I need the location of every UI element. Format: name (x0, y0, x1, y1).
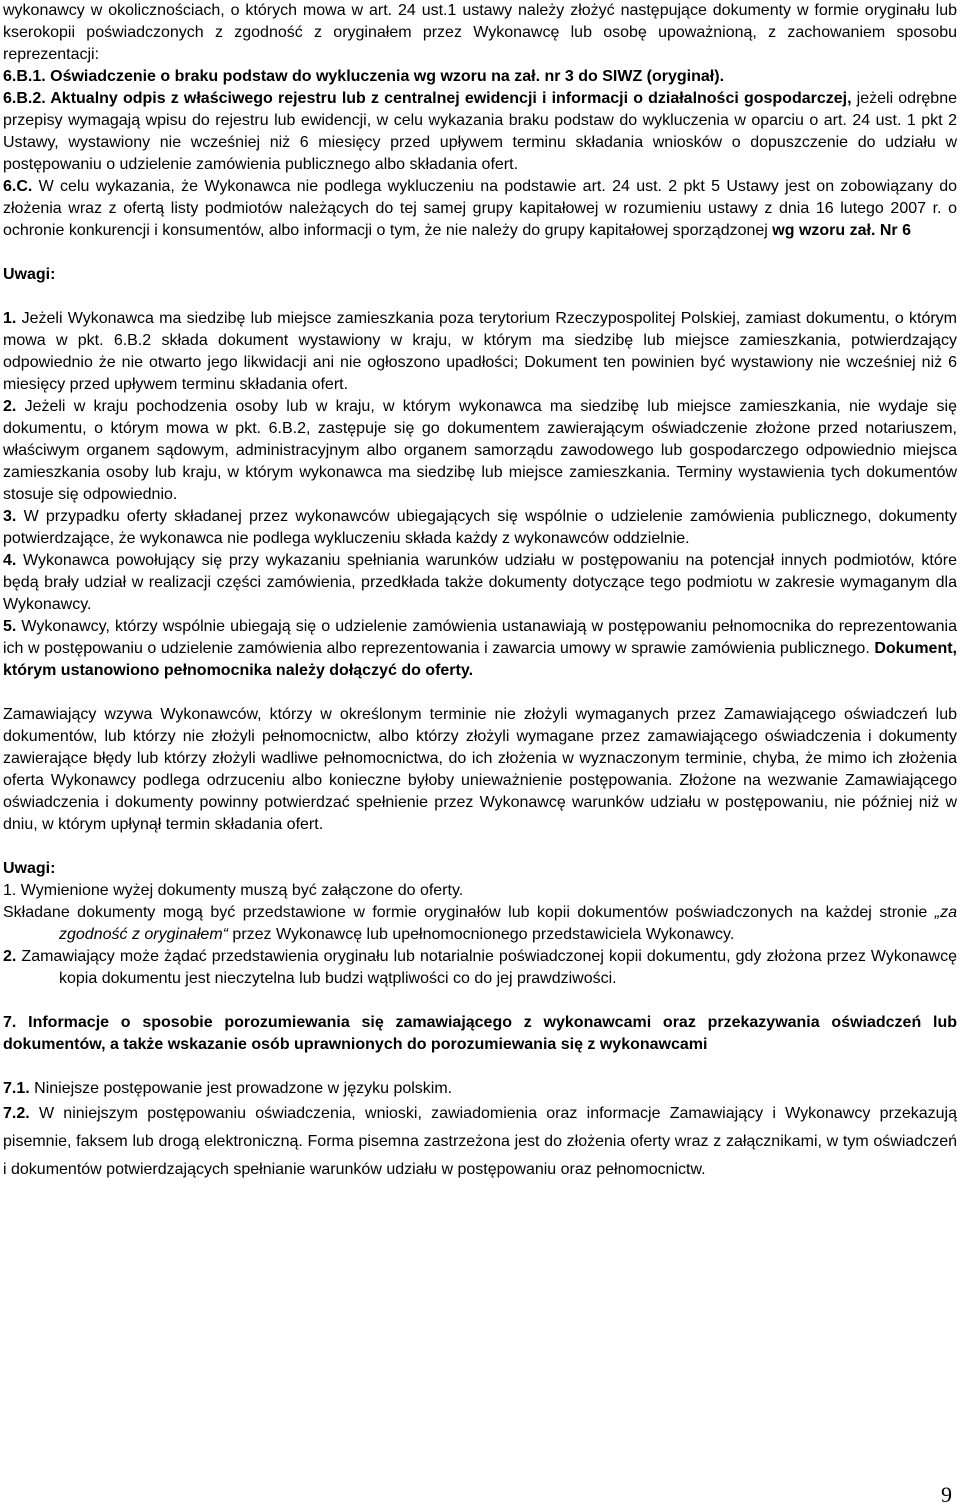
item-7-1-text: Niniejsze postępowanie jest prowadzone w języku polskim. (29, 1080, 453, 1097)
uwagi1-item-1-text: Jeżeli Wykonawca ma siedzibę lub miejsce zamieszkania poza terytorium Rzeczypospolitej Polskiej, zamiast dokumentu, o którym mowa w pkt. 6.B.2 składa dokument wystawiony w kraju, w którym ma siedzibę lub miejsce zamieszkania, potwierdzający odpowiednio że nie otwarto jego likwidacji ani nie ogłoszono upadłości; Dokument ten powinien być wystawiony nie wcześniej niż 6 miesięcy przed upływem terminu składania ofert. (3, 310, 957, 393)
uwagi1-item-2-text: Jeżeli w kraju pochodzenia osoby lub w kraju, w którym wykonawca ma siedzibę lub miejsce zamieszkania, nie wydaje się dokumentu, o którym mowa w pkt. 6.B.2, zastępuje się go dokumentem zawierającym oświadczenie złożone przed notariuszem, właściwym organem sądowym, administracyjnym albo organem samorządu zawodowego lub gospodarczego odpowiednio miejsca zamieszkania osoby lub kraju, w którym wykonawca ma siedzibę lub miejsce zamieszkania. Terminy wystawienia tych dokumentów stosuje się odpowiednio. (3, 398, 957, 503)
uwagi1-item-3-text: W przypadku oferty składanej przez wykonawców ubiegających się wspólnie o udzielenie zamówienia publicznego, dokumenty potwierdzające, że wykonawca nie podlega wykluczeniu składa każdy z wykonawców oddzielnie. (3, 508, 957, 547)
item-6b2-title: 6.B.2. Aktualny odpis z właściwego rejestru lub z centralnej ewidencji i informacji o działalności gospodarczej, (3, 90, 852, 107)
item-7-1-num: 7.1. (3, 1080, 30, 1097)
item-6b2 (3, 88, 957, 176)
uwagi1-item-2 (3, 396, 957, 506)
item-6c (3, 176, 957, 242)
uwagi1-item-1-num: 1. (3, 310, 17, 327)
item-7-2-text: W niniejszym postępowaniu oświadczenia, wnioski, zawiadomienia oraz informacje Zamawiający i Wykonawcy przekazują pisemnie, faksem lub drogą elektroniczną. Forma pisemna zastrzeżona jest do złożenia oferty wraz z załącznikami, w tym oświadczeń i dokumentów potwierdzających spełnianie warunków udziału w postępowaniu oraz pełnomocnictw. (3, 1105, 957, 1178)
item-7-2-num: 7.2. (3, 1105, 30, 1122)
item-6c-label: 6.C. (3, 178, 33, 195)
document-page (3, 0, 957, 1184)
uwagi2-item-2-num: 2. (3, 948, 17, 965)
uwagi1-item-4-num: 4. (3, 552, 17, 569)
uwagi2-cont-post: przez Wykonawcę lub upełnomocnionego przedstawiciela Wykonawcy. (227, 926, 735, 943)
uwagi-heading-2: Uwagi: (3, 860, 56, 877)
uwagi2-item-2 (3, 946, 957, 990)
item-6b2-text: jeżeli odrębne przepisy wymagają wpisu do rejestru lub ewidencji, w celu wykazania braku podstaw do wykluczenia w oparciu o art. 24 ust. 1 pkt 2 Ustawy, wystawiony nie wcześniej niż 6 miesięcy przed upływem terminu składania wniosków o dopuszczenie do udziału w postępowaniu o udzielenie zamówienia publicznego albo składania ofert. (3, 90, 957, 173)
zamawiajacy-paragraph: Zamawiający wzywa Wykonawców, którzy w określonym terminie nie złożyli wymaganych przez Zamawiającego oświadczeń lub dokumentów, lub którzy nie złożyli pełnomocnictw, albo którzy złożyli wymagane przez zamawiającego oświadczenia i dokumenty zawierające błędy lub którzy złożyli wadliwe pełnomocnictwa, do ich złożenia w wyznaczonym terminie, chyba, że mimo ich złożenia oferta Wykonawcy podlega odrzuceniu albo konieczne byłoby unieważnienie postępowania. Złożone na wezwanie Zamawiającego oświadczenia i dokumenty powinny potwierdzać spełnienie przez Wykonawcę warunków udziału w postępowaniu, nie później niż w dniu, w którym upłynął termin składania ofert. (3, 706, 957, 833)
uwagi1-item-5-emphasis: Dokument, którym ustanowiono pełnomocnika należy dołączyć do oferty. (3, 640, 957, 679)
uwagi2-item-1-continuation (3, 902, 957, 946)
item-6b1: 6.B.1. Oświadczenie o braku podstaw do wykluczenia wg wzoru na zał. nr 3 do SIWZ (oryginał). (3, 68, 725, 85)
uwagi1-item-3 (3, 506, 957, 550)
intro-paragraph: wykonawcy w okolicznościach, o których mowa w art. 24 ust.1 ustawy należy złożyć następujące dokumenty w formie oryginału lub kserokopii poświadczonych z zgodność z oryginałem przez Wykonawcę lub osobę upoważnioną, z zachowaniem sposobu reprezentacji: (3, 2, 957, 63)
uwagi1-item-5-text: Wykonawcy, którzy wspólnie ubiegają się o udzielenie zamówienia ustanawiają w postępowaniu pełnomocnika do reprezentowania ich w postępowaniu o udzielenie zamówienia albo reprezentowania i zawarcia umowy w sprawie zamówienia publicznego. (3, 618, 957, 657)
uwagi2-cont-quote: „za zgodność z oryginałem“ (59, 904, 957, 943)
uwagi1-item-5-num: 5. (3, 618, 17, 635)
uwagi-heading-1: Uwagi: (3, 266, 56, 283)
uwagi1-item-2-num: 2. (3, 398, 17, 415)
uwagi2-item-1: 1. Wymienione wyżej dokumenty muszą być załączone do oferty. (3, 882, 464, 899)
uwagi1-item-3-num: 3. (3, 508, 17, 525)
uwagi1-item-1 (3, 308, 957, 396)
item-6c-text: W celu wykazania, że Wykonawca nie podlega wykluczeniu na podstawie art. 24 ust. 2 pkt 5 Ustawy jest on zobowiązany do złożenia wraz z ofertą listy podmiotów należących do tej samej grupy kapitałowej w rozumieniu ustawy z dnia 16 lutego 2007 r. o ochronie konkurencji i konsumentów, albo informacji o tym, że nie należy do grupy kapitałowej sporządzonej (3, 178, 957, 239)
page-number: 9 (941, 1482, 952, 1507)
uwagi1-item-5 (3, 616, 957, 682)
uwagi2-item-2-text: Zamawiający może żądać przedstawienia oryginału lub notarialnie poświadczonej kopii dokumentu, gdy złożona przez Wykonawcę kopia dokumentu jest nieczytelna lub budzi wątpliwości co do jej prawdziwości. (16, 948, 957, 987)
uwagi1-item-4 (3, 550, 957, 616)
item-7-2 (3, 1100, 957, 1184)
item-6c-reference: wg wzoru zał. Nr 6 (772, 222, 911, 239)
item-7-1 (3, 1078, 957, 1100)
uwagi2-cont-pre: Składane dokumenty mogą być przedstawione w formie oryginałów lub kopii dokumentów poświadczonych na każdej stronie (3, 904, 935, 921)
uwagi1-item-4-text: Wykonawca powołujący się przy wykazaniu spełniania warunków udziału w postępowaniu na potencjał innych podmiotów, które będą brały udział w realizacji części zamówienia, przedkłada także dokumenty dotyczące tego podmiotu w zakresie wymaganym dla Wykonawcy. (3, 552, 957, 613)
section-7-heading: 7. Informacje o sposobie porozumiewania się zamawiającego z wykonawcami oraz przekazywania oświadczeń lub dokumentów, a także wskazanie osób uprawnionych do porozumiewania się z wykonawcami (3, 1014, 957, 1053)
